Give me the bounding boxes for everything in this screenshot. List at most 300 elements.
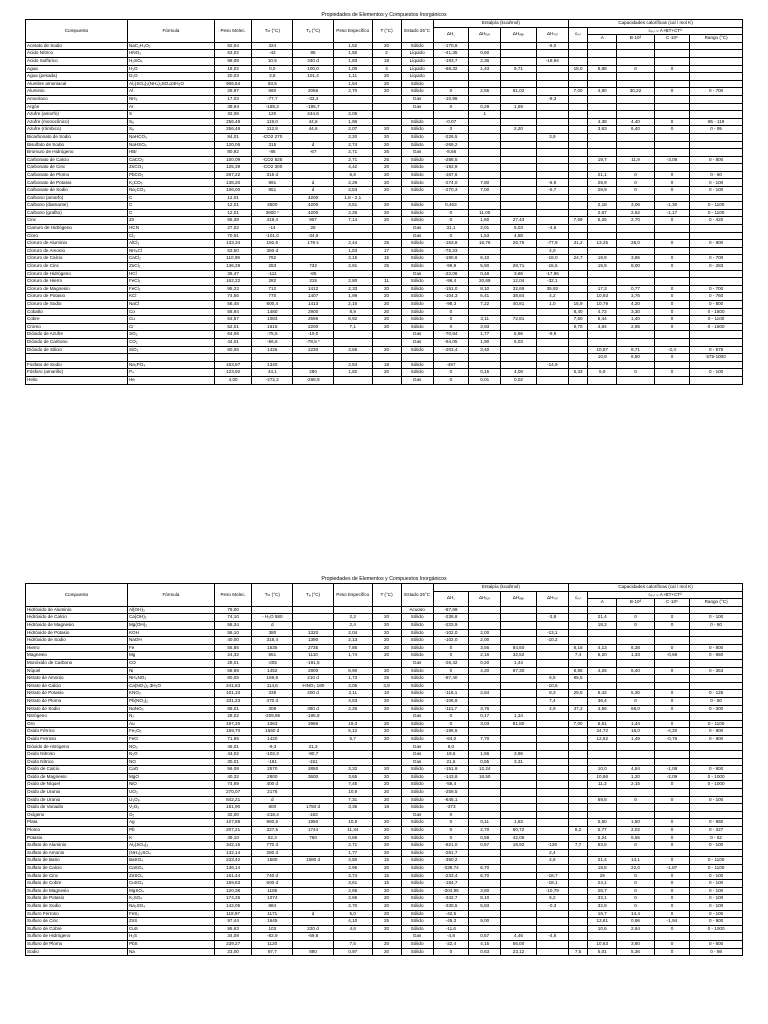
cell-hf: 0 (433, 323, 468, 331)
cell-peso-especifico: 4,53 (333, 697, 372, 705)
cell-compuesto: Cobre (26, 316, 128, 324)
cell-hfus (469, 194, 501, 202)
cell-tm: 1535 (252, 644, 293, 652)
cell-hsol (536, 209, 568, 217)
properties-table-2-section (25, 576, 743, 956)
table-row (26, 308, 743, 316)
cell-hfus: 1,53 (469, 232, 501, 240)
cell-estado: Sólido (401, 902, 433, 910)
cell-rango: 0 - 1100 (690, 316, 743, 324)
cell-formula: NaHSO₄ (127, 141, 214, 149)
cell-compuesto: Dióxido de Silicio (26, 346, 128, 354)
cell-peso-molec: 58,45 (214, 300, 252, 308)
cell-t: 15 (372, 857, 401, 865)
cell-tm: 800 (252, 804, 293, 812)
cell-te (293, 940, 334, 948)
cell-peso-especifico: 5,0 (333, 910, 372, 918)
cell-hvap: 32,52 (501, 652, 536, 660)
cell-b: 1,33 (617, 652, 655, 660)
cell-hvap (501, 728, 536, 736)
cell-te (293, 156, 334, 164)
cell-estado: Sólido (401, 263, 433, 271)
cell-formula: Co (127, 308, 214, 316)
cell-c (654, 629, 689, 637)
cell-hf: -0,07 (433, 118, 468, 126)
cell-peso-molec: 52,01 (214, 323, 252, 331)
cell-t: 20 (372, 300, 401, 308)
cell-tm: 380 (252, 629, 293, 637)
cell-b (617, 758, 655, 766)
cell-a: 19,7 (588, 156, 617, 164)
cell-rango: 0 - 1600 (690, 323, 743, 331)
cell-a: 6,61 (588, 720, 617, 728)
cell-tm: 350 d (252, 247, 293, 255)
cell-rango: 0 - 100 (690, 796, 743, 804)
properties-table-2 (25, 583, 743, 956)
cell-te (293, 133, 334, 141)
cell-hf: -151,0 (433, 285, 468, 293)
cell-c: 0 (654, 644, 689, 652)
cell-estado: Gas (401, 758, 433, 766)
table-row (26, 133, 743, 141)
cell-compuesto: Óxido de Magnesio (26, 773, 128, 781)
cell-peso-especifico: 2,26 (333, 209, 372, 217)
cell-cpl (568, 811, 587, 819)
cell-hfus: 0,63 (469, 948, 501, 956)
cell-peso-molec: 55,85 (214, 644, 252, 652)
cell-te (293, 621, 334, 629)
cell-c: 0 (654, 369, 689, 377)
cell-hvap (501, 918, 536, 926)
cell-c: 0 (654, 895, 689, 903)
cell-tm: 782 (252, 255, 293, 263)
cell-hfus: 3,40 (469, 346, 501, 354)
cell-formula: Na₂SO₄ (127, 902, 214, 910)
cell-hsol (536, 369, 568, 377)
cell-peso-molec: 40,00 (214, 637, 252, 645)
cell-hsol: 2,4 (536, 849, 568, 857)
table-row (26, 164, 743, 172)
cell-hfus: 12,24 (469, 766, 501, 774)
cell-cpl: 8,2 (568, 827, 587, 835)
cell-t: 17 (372, 247, 401, 255)
cell-hsol (536, 65, 568, 73)
cell-te (293, 354, 334, 362)
cell-hvap (501, 621, 536, 629)
cell-t: 15 (372, 880, 401, 888)
cell-cpl (568, 354, 587, 362)
cell-peso-molec: 74,10 (214, 614, 252, 622)
cell-hvap: 1,34 (501, 713, 536, 721)
cell-formula: S₈ (127, 118, 214, 126)
cell-hvap (501, 880, 536, 888)
cell-tm: 3500 (252, 202, 293, 210)
cell-te: 400 d (293, 690, 334, 698)
cell-a: 16,7 (588, 910, 617, 918)
cell-rango (690, 103, 743, 111)
cell-hvap: 81,80 (501, 720, 536, 728)
cell-compuesto: Sulfato de Amonio (26, 849, 128, 857)
col-peso-molec: Peso Molec. (214, 584, 252, 607)
cell-compuesto: Magnesio (26, 652, 128, 660)
cell-hfus: 1 (469, 111, 501, 119)
cell-te: d (293, 179, 334, 187)
cell-hvap (501, 682, 536, 690)
table-row (26, 293, 743, 301)
cell-compuesto: Plata (26, 819, 128, 827)
cell-peso-especifico (333, 811, 372, 819)
cell-a: 24,72 (588, 728, 617, 736)
cell-hsol (536, 940, 568, 948)
cell-a (588, 247, 617, 255)
col-cpl: cₚ,ₗ (568, 27, 587, 42)
table-row (26, 316, 743, 324)
cell-rango (690, 361, 743, 369)
cell-peso-molec: 53,50 (214, 247, 252, 255)
cell-tm: d (252, 621, 293, 629)
cell-hf: -64,0 (433, 735, 468, 743)
cell-hfus (469, 811, 501, 819)
cell-rango (690, 682, 743, 690)
cell-estado: Sólido (401, 925, 433, 933)
cell-a (588, 811, 617, 819)
cell-cpl: 9,70 (568, 323, 587, 331)
cell-a: 24,1 (588, 880, 617, 888)
cell-peso-especifico: 3,65 (333, 773, 372, 781)
cell-a: 8,88 (588, 65, 617, 73)
cell-tm: 338 (252, 690, 293, 698)
cell-b: 6,40 (617, 667, 655, 675)
cell-c (654, 95, 689, 103)
cell-c: 0 (654, 910, 689, 918)
cell-rango: 0 - 800 (690, 156, 743, 164)
cell-b (617, 811, 655, 819)
cell-t: 20 (372, 209, 401, 217)
cell-cpl (568, 614, 587, 622)
table-row (26, 103, 743, 111)
cell-b: 0 (617, 369, 655, 377)
cell-c: 0 (654, 300, 689, 308)
cell-tm: -189,2 (252, 103, 293, 111)
cell-peso-molec: 256,48 (214, 126, 252, 134)
col-te: Tₑ (°C) (293, 584, 334, 607)
cell-peso-especifico (333, 225, 372, 233)
cell-tm: 2800 (252, 773, 293, 781)
cell-c (654, 637, 689, 645)
cell-rango (690, 751, 743, 759)
cell-cpl (568, 270, 587, 278)
table-row (26, 773, 743, 781)
cell-formula: Ca(OH)₂ (127, 614, 214, 622)
cell-c: 0 (654, 781, 689, 789)
cell-compuesto: Sodio (26, 948, 128, 956)
cell-hsol: -32,1 (536, 278, 568, 286)
col-peso-molec: Peso Molec. (214, 20, 252, 43)
cell-cpl (568, 225, 587, 233)
cell-c: 0 (654, 948, 689, 956)
table-row (26, 925, 743, 933)
cell-peso-molec: 107,88 (214, 819, 252, 827)
cell-a: 21,4 (588, 857, 617, 865)
cell-t: 20 (372, 773, 401, 781)
cell-peso-molec: 161,44 (214, 872, 252, 880)
cell-peso-especifico: 2,05 (333, 111, 372, 119)
cell-rango (690, 789, 743, 797)
cell-te: 100,0 (293, 65, 334, 73)
cell-rango (690, 247, 743, 255)
cell-b: 0 (617, 187, 655, 195)
cell-hsol: -8,3 (536, 95, 568, 103)
cell-a (588, 804, 617, 812)
cell-hf: -26,42 (433, 659, 468, 667)
cell-formula: FeCl₃ (127, 278, 214, 286)
cell-peso-especifico: 7,31 (333, 796, 372, 804)
cell-cpl (568, 338, 587, 346)
cell-formula: NaNO₃ (127, 705, 214, 713)
cell-hfus (469, 118, 501, 126)
cell-estado: Sólido (401, 910, 433, 918)
cell-hsol (536, 316, 568, 324)
cell-formula: Al₂(SO₄)₃(NH₄)₂SO₄24H₂O (127, 80, 214, 88)
cell-estado: Sólido (401, 369, 433, 377)
cell-hfus: 1,90 (469, 338, 501, 346)
cell-hsol: -126 (536, 842, 568, 850)
cell-hf (433, 194, 468, 202)
cell-t: 20 (372, 80, 401, 88)
cell-formula: BaSO₄ (127, 857, 214, 865)
cell-te: 1412 (293, 285, 334, 293)
cell-cpl (568, 918, 587, 926)
cell-compuesto: Sulfato de Cinc (26, 872, 128, 880)
cell-peso-molec: 101,10 (214, 690, 252, 698)
cell-formula: NaOH (127, 637, 214, 645)
cell-peso-especifico (333, 331, 372, 339)
cell-estado: Sólido (401, 895, 433, 903)
cell-formula: NH₄Cl (127, 247, 214, 255)
cell-cpl: 8,85 (568, 667, 587, 675)
cell-hsol (536, 864, 568, 872)
cell-rango: 0 - 353 (690, 667, 743, 675)
cell-t: 10 (372, 690, 401, 698)
cell-estado: Líquido (401, 50, 433, 58)
cell-te: 101,4 (293, 73, 334, 81)
cell-hf: -342,7 (433, 895, 468, 903)
cell-peso-molec: 162,22 (214, 278, 252, 286)
cell-rango (690, 111, 743, 119)
cell-te (293, 80, 334, 88)
cell-peso-especifico (333, 743, 372, 751)
cell-c: -1,87 (654, 864, 689, 872)
cell-tm: 280 d (252, 849, 293, 857)
cell-a: 17,3 (588, 285, 617, 293)
cell-formula: Al (127, 88, 214, 96)
cell-compuesto: Cloruro de Sodio (26, 300, 128, 308)
cell-te: -151 (293, 758, 334, 766)
cell-hvap (501, 141, 536, 149)
cell-rango: 0 - 100 (690, 910, 743, 918)
cell-peso-especifico: 3,36 (333, 804, 372, 812)
cell-b (617, 103, 655, 111)
col-c: C·10⁶ (654, 599, 689, 607)
table-row (26, 95, 743, 103)
cell-compuesto: Potasio (26, 834, 128, 842)
cell-te: 732 (293, 263, 334, 271)
cell-hf: -845,1 (433, 796, 468, 804)
cell-hfus: 0,01 (469, 376, 501, 384)
cell-c: -0,68 (654, 652, 689, 660)
cell-t: 20 (372, 133, 401, 141)
cell-c (654, 933, 689, 941)
cell-estado: Gas (401, 659, 433, 667)
col-te: Tₑ (°C) (293, 20, 334, 43)
cell-b (617, 804, 655, 812)
table-row (26, 697, 743, 705)
cell-t: 20 (372, 126, 401, 134)
cell-hvap (501, 849, 536, 857)
cell-b: 2,70 (617, 217, 655, 225)
cell-b: 3,76 (617, 293, 655, 301)
cell-formula: NH₄NO₃ (127, 675, 214, 683)
cell-hvap (501, 895, 536, 903)
cell-hsol (536, 834, 568, 842)
cell-hsol (536, 819, 568, 827)
cell-hfus: 16,76 (469, 240, 501, 248)
cell-formula: SO₂ (127, 331, 214, 339)
cell-tm: 1560 d (252, 728, 293, 736)
cell-hf: -8,66 (433, 149, 468, 157)
cell-cpl (568, 361, 587, 369)
cell-t: 20 (372, 789, 401, 797)
cell-estado: Sólido (401, 735, 433, 743)
cell-cpl: 29,5 (568, 690, 587, 698)
cell-hvap (501, 697, 536, 705)
cell-hfus: 1,56 (469, 751, 501, 759)
cell-estado: Sólido (401, 827, 433, 835)
cell-formula: HBr (127, 149, 214, 157)
cell-hvap (501, 743, 536, 751)
cell-hf: -143,8 (433, 773, 468, 781)
cell-cpl (568, 849, 587, 857)
cell-hsol (536, 781, 568, 789)
cell-peso-especifico: 2,26 (333, 705, 372, 713)
cell-peso-especifico: 4,50 (333, 857, 372, 865)
cell-hvap (501, 42, 536, 50)
cell-cpl (568, 209, 587, 217)
cell-cpl (568, 713, 587, 721)
cell-te: 2595 (293, 316, 334, 324)
cell-te: 1744 (293, 827, 334, 835)
cell-t (372, 270, 401, 278)
cell-peso-molec: 132,14 (214, 849, 252, 857)
cell-formula: H₂SO₄ (127, 57, 214, 65)
cell-hsol: 35,92 (536, 285, 568, 293)
cell-a: 10,93 (588, 293, 617, 301)
cell-hf: 0,453 (433, 202, 468, 210)
cell-te: 2850 (293, 766, 334, 774)
cell-hsol (536, 910, 568, 918)
cell-compuesto: Carbono (grafito) (26, 209, 128, 217)
cell-c: 0 (654, 187, 689, 195)
cell-hfus (469, 308, 501, 316)
cell-b (617, 164, 655, 172)
cell-b (617, 682, 655, 690)
cell-formula: NH₃ (127, 95, 214, 103)
cell-a (588, 95, 617, 103)
cell-a: 4,84 (588, 323, 617, 331)
cell-a: 5,9 (588, 369, 617, 377)
table-2-body (26, 606, 743, 955)
cell-a: 10,79 (588, 300, 617, 308)
cell-t (372, 606, 401, 614)
cell-estado: Gas (401, 338, 433, 346)
col-c: C·10⁶ (654, 35, 689, 43)
cell-hsol: -18,1 (536, 880, 568, 888)
cell-c (654, 743, 689, 751)
cell-a (588, 849, 617, 857)
cell-hsol (536, 217, 568, 225)
cell-peso-molec: 270,07 (214, 789, 252, 797)
cell-cpl (568, 819, 587, 827)
cell-t: 20 (372, 323, 401, 331)
cell-cpl (568, 933, 587, 941)
cell-peso-especifico: 5,7 (333, 735, 372, 743)
cell-hfus (469, 910, 501, 918)
cell-peso-molec: 44,01 (214, 338, 252, 346)
cell-hf: -111,7 (433, 705, 468, 713)
cell-peso-especifico: 1,00 (333, 65, 372, 73)
cell-peso-molec: 28,02 (214, 713, 252, 721)
cell-estado: Líquido (401, 65, 433, 73)
cell-c (654, 103, 689, 111)
cell-peso-especifico: 6,6 (333, 171, 372, 179)
cell-t: 20 (372, 781, 401, 789)
table-row (26, 240, 743, 248)
cell-estado: Sólido (401, 849, 433, 857)
cell-rango (690, 675, 743, 683)
cell-a (588, 164, 617, 172)
cell-a (588, 232, 617, 240)
col-formula: Fórmula (127, 584, 214, 607)
cell-t: 20 (372, 827, 401, 835)
cell-b (617, 111, 655, 119)
table-row (26, 659, 743, 667)
cell-hf: -821,0 (433, 842, 468, 850)
cell-a: 10,0 (588, 766, 617, 774)
cell-estado: Sólido (401, 187, 433, 195)
cell-peso-molec: 85,01 (214, 705, 252, 713)
cell-hf: -233,4 (433, 872, 468, 880)
cell-b: 3,80 (617, 940, 655, 948)
cell-compuesto: Hidróxido de Aluminio (26, 606, 128, 614)
cell-c (654, 713, 689, 721)
col-entalpia: Entalpía (kcal/mol) (433, 584, 568, 592)
cell-hf: -118,1 (433, 690, 468, 698)
cell-cpl (568, 682, 587, 690)
cell-rango (690, 629, 743, 637)
cell-te: 2900 (293, 308, 334, 316)
cell-b (617, 232, 655, 240)
cell-a: 4,13 (588, 644, 617, 652)
cell-estado: Sólido (401, 872, 433, 880)
cell-estado: Sólido (401, 164, 433, 172)
cell-cpl (568, 606, 587, 614)
cell-formula: NaCl (127, 300, 214, 308)
cell-hvap (501, 118, 536, 126)
cell-formula: HCN (127, 225, 214, 233)
cell-hfus: 2,00 (469, 637, 501, 645)
cell-hfus: 6,41 (469, 293, 501, 301)
cell-hvap: 6,03 (501, 338, 536, 346)
